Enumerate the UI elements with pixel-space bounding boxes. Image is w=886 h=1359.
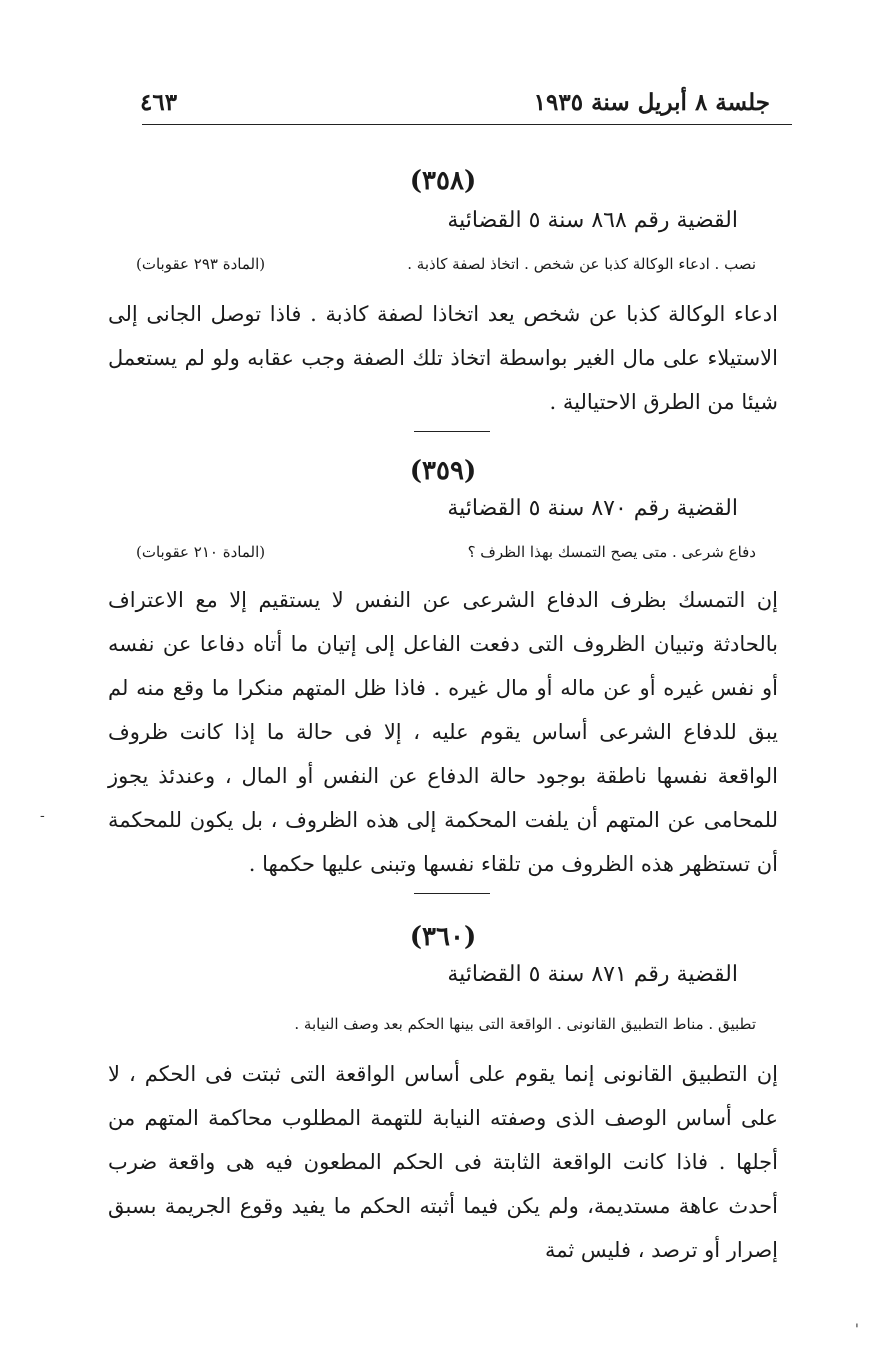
case-number: (٣٦٠) — [409, 922, 477, 952]
keyword-row — [136, 538, 756, 566]
case-title: القضية رقم ٨٧٠ سنة ٥ القضائية — [447, 496, 738, 521]
header-rule — [142, 124, 792, 125]
case-text: إن التطبيق القانونى إنما يقوم على أساس الواقعة التى ثبتت فى الحكم ، لا على أساس الوصف الذى وصفته النيابة للتهمة المطلوب محاكمة المتهم من أجلها . فاذا كانت الواقعة الثابتة فى الحكم المطعون فيه هى واقعة ضرب أحدث عاهة مستديمة، ولم يكن فيما أثبته الحكم ما يفيد وقوع الجريمة بسبق إصرار أو ترصد ، فليس ثمة — [108, 1062, 778, 1262]
case-article: (المادة ٢٩٣ عقوبات) — [136, 255, 266, 273]
case-keywords: دفاع شرعى . متى يصح التمسك بهذا الظرف ؟ — [467, 543, 756, 561]
case-number: (٣٥٩) — [409, 456, 477, 486]
case-keywords: نصب . ادعاء الوكالة كذبا عن شخص . اتخاذ لصفة كاذبة . — [407, 255, 756, 273]
case-title: القضية رقم ٨٧١ سنة ٥ القضائية — [447, 962, 738, 987]
section-separator — [414, 893, 490, 894]
case-number: (٣٥٨) — [409, 166, 477, 196]
keyword-row — [136, 1010, 756, 1038]
section-separator — [414, 431, 490, 432]
case-text: ادعاء الوكالة كذبا عن شخص يعد اتخاذا لصفة كاذبة . فاذا توصل الجانى إلى الاستيلاء على مال الغير بواسطة اتخاذ تلك الصفة وجب عقابه ولو لم يستعمل شيئا من الطرق الاحتيالية . — [108, 302, 778, 414]
session-date: جلسة ٨ أبريل سنة ١٩٣٥ — [533, 88, 770, 116]
case-title: القضية رقم ٨٦٨ سنة ٥ القضائية — [447, 208, 738, 233]
margin-mark: - — [40, 808, 45, 824]
keyword-row — [136, 250, 756, 278]
case-article: (المادة ٢١٠ عقوبات) — [136, 543, 266, 561]
page-number: ٤٦٣ — [140, 88, 178, 116]
page-header — [140, 82, 770, 122]
case-keywords: تطبيق . مناط التطبيق القانونى . الواقعة التى بينها الحكم بعد وصف النيابة . — [294, 1015, 756, 1033]
margin-mark: ' — [855, 1322, 859, 1338]
case-text: إن التمسك بظرف الدفاع الشرعى عن النفس لا يستقيم إلا مع الاعتراف بالحادثة وتبيان الظروف التى دفعت الفاعل إلى إتيان ما أتاه دفاعا عن نفسه أو نفس غيره أو عن ماله أو مال غيره . فاذا ظل المتهم منكرا ما وقع منه لم يبق للدفاع الشرعى أساس يقوم عليه ، إلا فى حالة ما إذا كانت ظروف الواقعة نفسها ناطقة بوجود حالة الدفاع عن النفس أو المال ، وعندئذ يجوز للمحامى عن المتهم أن يلفت المحكمة إلى هذه الظروف ، بل يكون للمحكمة أن تستظهر هذه الظروف من تلقاء نفسها وتبنى عليها حكمها . — [108, 588, 778, 876]
